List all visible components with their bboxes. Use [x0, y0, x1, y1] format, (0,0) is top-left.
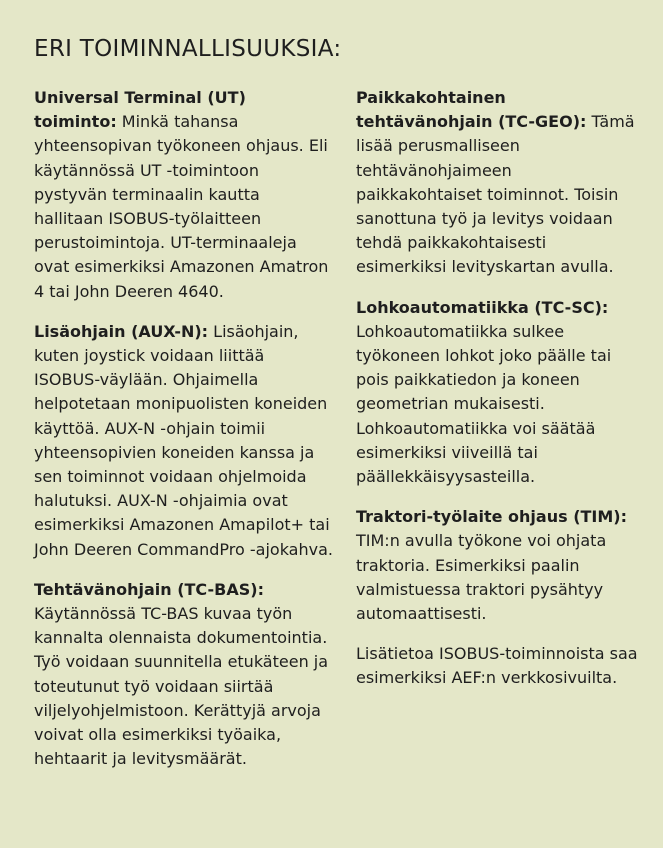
section-heading: Universal Terminal (UT) toiminto: [34, 88, 246, 132]
section-tc-geo [356, 86, 641, 280]
section-body: Käytännössä TC-BAS kuvaa työn kannalta olennaista dokumentointia. Työ voidaan suunnitella etukäteen ja toteutunut työ voidaan siirtää viljelyohjelmistoon. Kerättyjä arvoja voivat olla esimerkiksi työaika, hehtaarit ja levitysmäärät. [34, 604, 329, 769]
section-body: Tämä lisää perusmalliseen tehtävänohjaimeen paikkakohtaiset toiminnot. Toisin sanottuna työ ja levitys voidaan tehdä paikkakohtaisesti esimerkiksi levityskartan avulla. [356, 112, 635, 277]
section-aux-n [34, 320, 334, 562]
columns [34, 86, 641, 787]
section-ut [34, 86, 334, 304]
right-column [356, 86, 641, 787]
left-column [34, 86, 334, 787]
section-heading: Traktori-työlaite ohjaus (TIM): [356, 507, 628, 527]
section-body: Lohkoautomatiikka sulkee työkoneen lohkot joko päälle tai pois paikkatiedon ja koneen geometrian mukaisesti. Lohkoautomatiikka voi säätää esimerkiksi viiveillä tai päällekkäisyysasteilla. [356, 321, 612, 487]
info-note: Lisätietoa ISOBUS-toiminnoista saa esimerkiksi AEF:n verkkosivuilta. [356, 644, 638, 688]
section-body: TIM:n avulla työkone voi ohjata traktoria. Esimerkiksi paalin valmistuessa traktori pysähtyy automaattisesti. [356, 531, 607, 624]
section-heading: Lisäohjain (AUX-N): [34, 321, 209, 341]
section-heading: Lohkoautomatiikka (TC-SC): [356, 297, 609, 317]
section-tim [356, 505, 641, 626]
section-tc-bas [34, 578, 334, 772]
section-body: Minkä tahansa yhteensopivan työkoneen ohjaus. Eli käytännössä UT -toimintoon pystyvän terminaalin kautta hallitaan ISOBUS-työlaitteen perustoimintoja. UT-terminaaleja ovat esimerkiksi Amazonen Amatron 4 tai John Deeren 4640. [34, 112, 329, 301]
section-heading: Paikkakohtainen tehtävänohjain (TC-GEO): [356, 88, 587, 132]
section-heading: Tehtävänohjain (TC-BAS): [34, 579, 264, 599]
page-title: ERI TOIMINNALLISUUKSIA: [34, 36, 342, 62]
section-tc-sc [356, 296, 641, 490]
section-body: Lisäohjain, kuten joystick voidaan liittää ISOBUS-väylään. Ohjaimella helpotetaan monipuolisten koneiden käyttöä. AUX-N -ohjain toimii yhteensopivien koneiden kanssa ja sen toiminnot voidaan ohjelmoida halutuksi. AUX-N -ohjaimia ovat esimerkiksi Amazonen Amapilot+ tai John Deeren CommandPro -ajokahva. [34, 321, 333, 559]
